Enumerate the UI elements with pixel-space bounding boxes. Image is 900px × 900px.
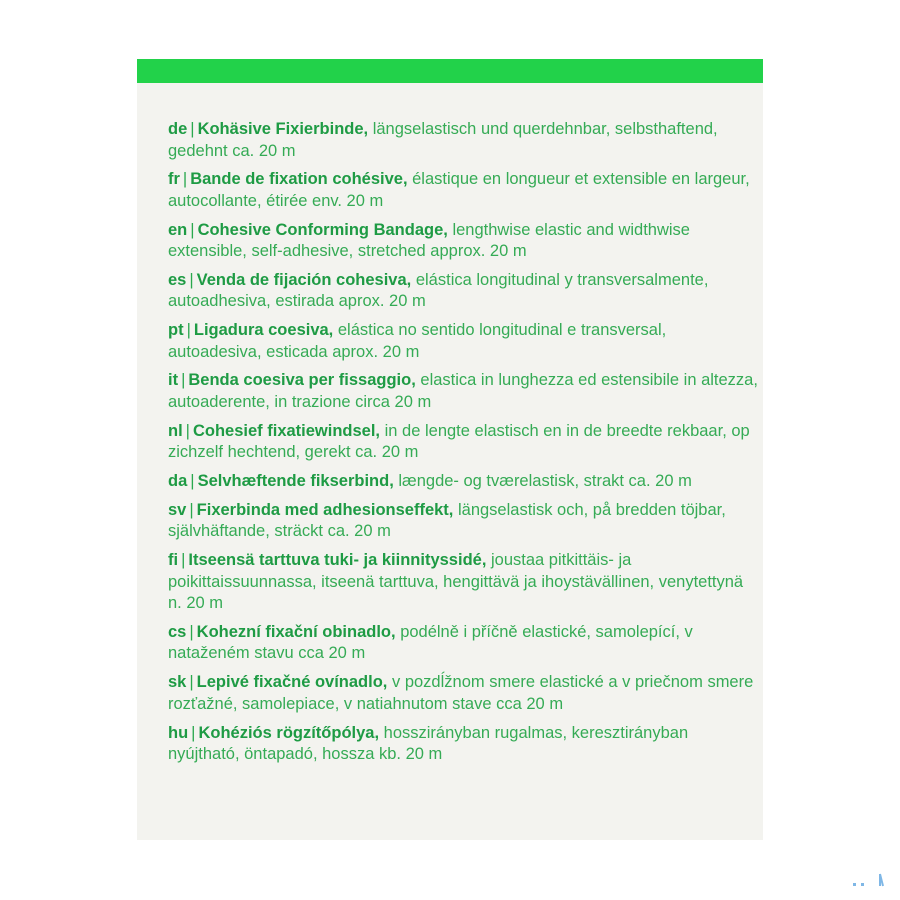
product-description: joustaa pitkittäis- ja poikittaissuunnassa, itseenä tarttuva, hengittävä ja ihoystävällinen, venytettynä n. 20 m [168, 551, 744, 613]
product-description: elástica no sentido longitudinal e transversal, autoadesiva, esticada aprox. 20 m [168, 321, 667, 361]
entry-cs [168, 622, 758, 665]
product-name: Itseensä tarttuva tuki- ja kiinnityssidé, [188, 551, 487, 570]
entry-pt [168, 320, 758, 363]
entry-it [168, 370, 758, 413]
separator: | [190, 472, 195, 491]
product-description: hosszirányban rugalmas, keresztirányban nyújtható, öntapadó, hossza kb. 20 m [168, 723, 689, 764]
language-code: fi [168, 551, 179, 570]
language-code: nl [168, 421, 183, 440]
separator: | [189, 673, 194, 692]
product-name: Kohäsive Fixierbinde, [197, 120, 369, 138]
product-description: lengthwise elastic and widthwise extensible, self-adhesive, stretched approx. 20 m [168, 220, 690, 261]
product-description: élastique en longueur et extensible en largeur, autocollante, étirée env. 20 m [168, 170, 750, 210]
entry-sk [168, 672, 758, 715]
separator: | [190, 120, 195, 138]
product-name: Benda coesiva per fissaggio, [188, 371, 416, 390]
separator: | [191, 723, 196, 742]
separator: | [189, 270, 194, 289]
language-entries [168, 119, 758, 773]
product-name: Kohezní fixační obinadlo, [196, 622, 396, 641]
separator: | [189, 622, 194, 641]
product-name: Cohesief fixatiewindsel, [192, 421, 381, 440]
product-description: elastica in lunghezza ed estensibile in altezza, autoaderente, in trazione circa 20 m [168, 371, 758, 411]
product-name: Bande de fixation cohésive, [190, 170, 408, 189]
language-code: pt [168, 321, 184, 340]
language-code: fr [168, 170, 180, 189]
language-code: sk [168, 673, 187, 692]
label-panel [137, 59, 763, 840]
language-code: sv [168, 500, 187, 519]
product-name: Venda de fijación cohesiva, [196, 270, 412, 289]
entry-fi [168, 550, 758, 615]
separator: | [185, 421, 190, 440]
separator: | [190, 220, 195, 239]
product-name: Kohéziós rögzítőpólya, [198, 723, 380, 742]
product-description: v pozdĺžnom smere elastické a v priečnom smere rozťažné, samolepiace, v natiahnutom stave cca 20 m [168, 673, 754, 713]
language-code: da [168, 472, 188, 491]
product-name: Cohesive Conforming Bandage, [197, 220, 448, 239]
separator: | [181, 371, 186, 390]
separator: | [186, 321, 191, 340]
language-code: cs [168, 622, 187, 641]
entry-en [168, 220, 758, 263]
product-description: podélně i příčně elastické, samolepící, v nataženém stavu cca 20 m [168, 622, 693, 663]
separator: | [189, 500, 194, 519]
product-name: Selvhæftende fikserbind, [197, 472, 394, 491]
product-description: längselastisk och, på bredden töjbar, självhäftande, sträckt ca. 20 m [168, 500, 726, 541]
language-code: es [168, 270, 187, 289]
entry-nl [168, 421, 758, 464]
product-name: Lepivé fixačné ovínadlo, [196, 673, 388, 692]
language-code: en [168, 220, 188, 239]
product-description: elástica longitudinal y transversalmente, autoadhesiva, estirada aprox. 20 m [168, 270, 709, 311]
entry-hu [168, 723, 758, 766]
separator: | [181, 551, 186, 570]
product-description: längselastisch und querdehnbar, selbsthaftend, gedehnt ca. 20 m [168, 120, 718, 160]
language-code: de [168, 120, 188, 138]
language-code: it [168, 371, 179, 390]
product-description: længde- og tværelastisk, strakt ca. 20 m [398, 472, 692, 491]
entry-da [168, 471, 758, 493]
corner-mark-icon [853, 870, 893, 890]
green-band [137, 59, 763, 83]
entry-fr [168, 169, 758, 212]
language-code: hu [168, 723, 189, 742]
entry-sv [168, 500, 758, 543]
entry-de [168, 119, 758, 162]
product-name: Ligadura coesiva, [193, 321, 334, 340]
entry-es [168, 270, 758, 313]
separator: | [182, 170, 188, 189]
product-description: in de lengte elastisch en in de breedte rekbaar, op zichzelf hechtend, gerekt ca. 20 m [168, 421, 750, 462]
product-name: Fixerbinda med adhesionseffekt, [196, 500, 454, 519]
